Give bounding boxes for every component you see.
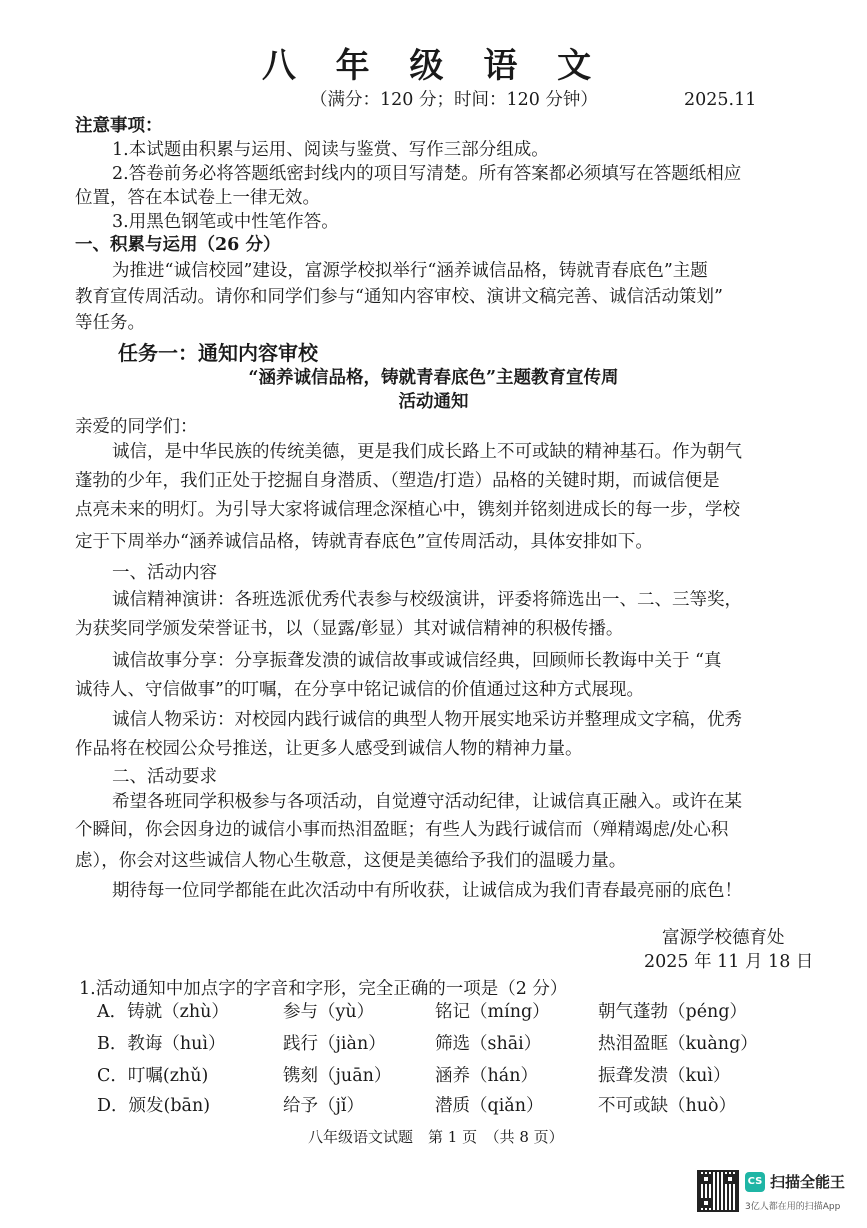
option-a-1: A．铸就（zhù） xyxy=(97,1002,229,1022)
option-c-2: 镌刻（juān） xyxy=(283,1066,392,1086)
notice-line: 期待每一位同学都能在此次活动中有所收获，让诚信成为我们青春最亮丽的底色！ xyxy=(112,881,742,901)
note-item: 位置，答在本试卷上一律无效。 xyxy=(75,188,320,208)
notice-line: 点亮未来的明灯。为引导大家将诚信理念深植心中，镌刻并铭刻进成长的每一步，学校 xyxy=(75,500,740,520)
notice-line: 虑），你会对这些诚信人物心生敬意，这便是美德给予我们的温暖力量。 xyxy=(75,851,627,871)
scanner-logo-icon: CS xyxy=(745,1172,765,1192)
option-a-3: 铭记（míng） xyxy=(435,1002,550,1022)
notice-line: 作品将在校园公众号推送，让更多人感受到诚信人物的精神力量。 xyxy=(75,739,583,759)
notice-line: 一、活动内容 xyxy=(112,563,217,583)
notice-line: 诚信故事分享：分享振聋发溃的诚信故事或诚信经典，回顾师长教诲中关于 “真 xyxy=(112,651,722,671)
notice-line: 定于下周举办“涵养诚信品格，铸就青春底色”宣传周活动，具体安排如下。 xyxy=(75,532,653,552)
option-b-3: 筛选（shāi） xyxy=(435,1034,542,1054)
scanner-app-name: 扫描全能王 xyxy=(770,1173,846,1191)
notice-greeting: 亲爱的同学们： xyxy=(75,417,198,437)
note-item: 1.本试题由积累与运用、阅读与鉴赏、写作三部分组成。 xyxy=(112,140,549,160)
option-a-2: 参与（yù） xyxy=(283,1002,375,1022)
notice-line: 诚信精神演讲：各班选派优秀代表参与校级演讲，评委将筛选出一、二、三等奖， xyxy=(112,590,742,610)
notice-line: 个瞬间，你会因身边的诚信小事而热泪盈眶；有些人为践行诚信而（殚精竭虑/处心积 xyxy=(75,820,729,840)
option-d-1: D．颁发(bān) xyxy=(97,1096,211,1116)
notice-date: 2025 年 11 月 18 日 xyxy=(644,952,814,972)
note-item: 2.答卷前务必将答题纸密封线内的项目写清楚。所有答案都必须填写在答题纸相应 xyxy=(112,164,742,184)
scanner-tagline: 3亿人都在用的扫描App xyxy=(745,1202,841,1212)
section-heading: 一、积累与运用（26 分） xyxy=(75,235,281,255)
option-b-4: 热泪盈眶（kuàng） xyxy=(598,1034,758,1054)
page-footer: 八年级语文试题 第 1 页 （共 8 页） xyxy=(308,1128,564,1146)
question-stem: 1.活动通知中加点字的字音和字形，完全正确的一项是（2 分） xyxy=(79,979,568,999)
notice-line: 诚信，是中华民族的传统美德，更是我们成长路上不可或缺的精神基石。作为朝气 xyxy=(112,442,742,462)
section-intro: 教育宣传周活动。请你和同学们参与“通知内容审校、演讲文稿完善、诚信活动策划” xyxy=(75,287,723,307)
section-intro: 为推进“诚信校园”建设，富源学校拟举行“涵养诚信品格，铸就青春底色”主题 xyxy=(112,261,708,281)
notice-line: 希望各班同学积极参与各项活动，自觉遵守活动纪律，让诚信真正融入。或许在某 xyxy=(112,792,742,812)
notice-subtitle: 活动通知 xyxy=(398,392,469,412)
qr-code-icon xyxy=(697,1170,739,1212)
exam-date: 2025.11 xyxy=(684,90,757,110)
option-c-3: 涵养（hán） xyxy=(435,1066,538,1086)
note-item: 3.用黑色钢笔或中性笔作答。 xyxy=(112,212,339,232)
task-heading: 任务一：通知内容审校 xyxy=(118,341,318,365)
notice-line: 为获奖同学颁发荣誉证书，以（显露/彰显）其对诚信精神的积极传播。 xyxy=(75,619,624,639)
option-b-2: 践行（jiàn） xyxy=(283,1034,386,1054)
notice-title: “涵养诚信品格，铸就青春底色”主题教育宣传周 xyxy=(248,368,619,388)
option-d-4: 不可或缺（huò） xyxy=(598,1096,737,1116)
option-c-4: 振聋发溃（kuì） xyxy=(598,1066,731,1086)
notice-line: 诚信人物采访：对校园内践行诚信的典型人物开展实地采访并整理成文字稿，优秀 xyxy=(112,710,742,730)
option-d-2: 给予（jǐ） xyxy=(283,1096,365,1116)
option-a-4: 朝气蓬勃（péng） xyxy=(598,1002,748,1022)
notice-line: 二、活动要求 xyxy=(112,767,217,787)
option-d-3: 潜质（qiǎn） xyxy=(435,1096,544,1116)
notice-signature: 富源学校德育处 xyxy=(662,928,785,948)
exam-title: 八 年 级 语 文 xyxy=(261,46,606,86)
option-b-1: B．教诲（huì） xyxy=(97,1034,226,1054)
notice-line: 蓬勃的少年，我们正处于挖掘自身潜质、（塑造/打造）品格的关键时期，而诚信便是 xyxy=(75,471,720,491)
option-c-1: C．叮嘱(zhǔ) xyxy=(97,1066,209,1086)
section-intro: 等任务。 xyxy=(75,313,145,333)
notes-heading: 注意事项： xyxy=(75,116,163,136)
score-time: （满分：120 分；时间：120 分钟） xyxy=(310,90,598,110)
notice-line: 诚待人、守信做事”的叮嘱，在分享中铭记诚信的价值通过这种方式展现。 xyxy=(75,680,644,700)
